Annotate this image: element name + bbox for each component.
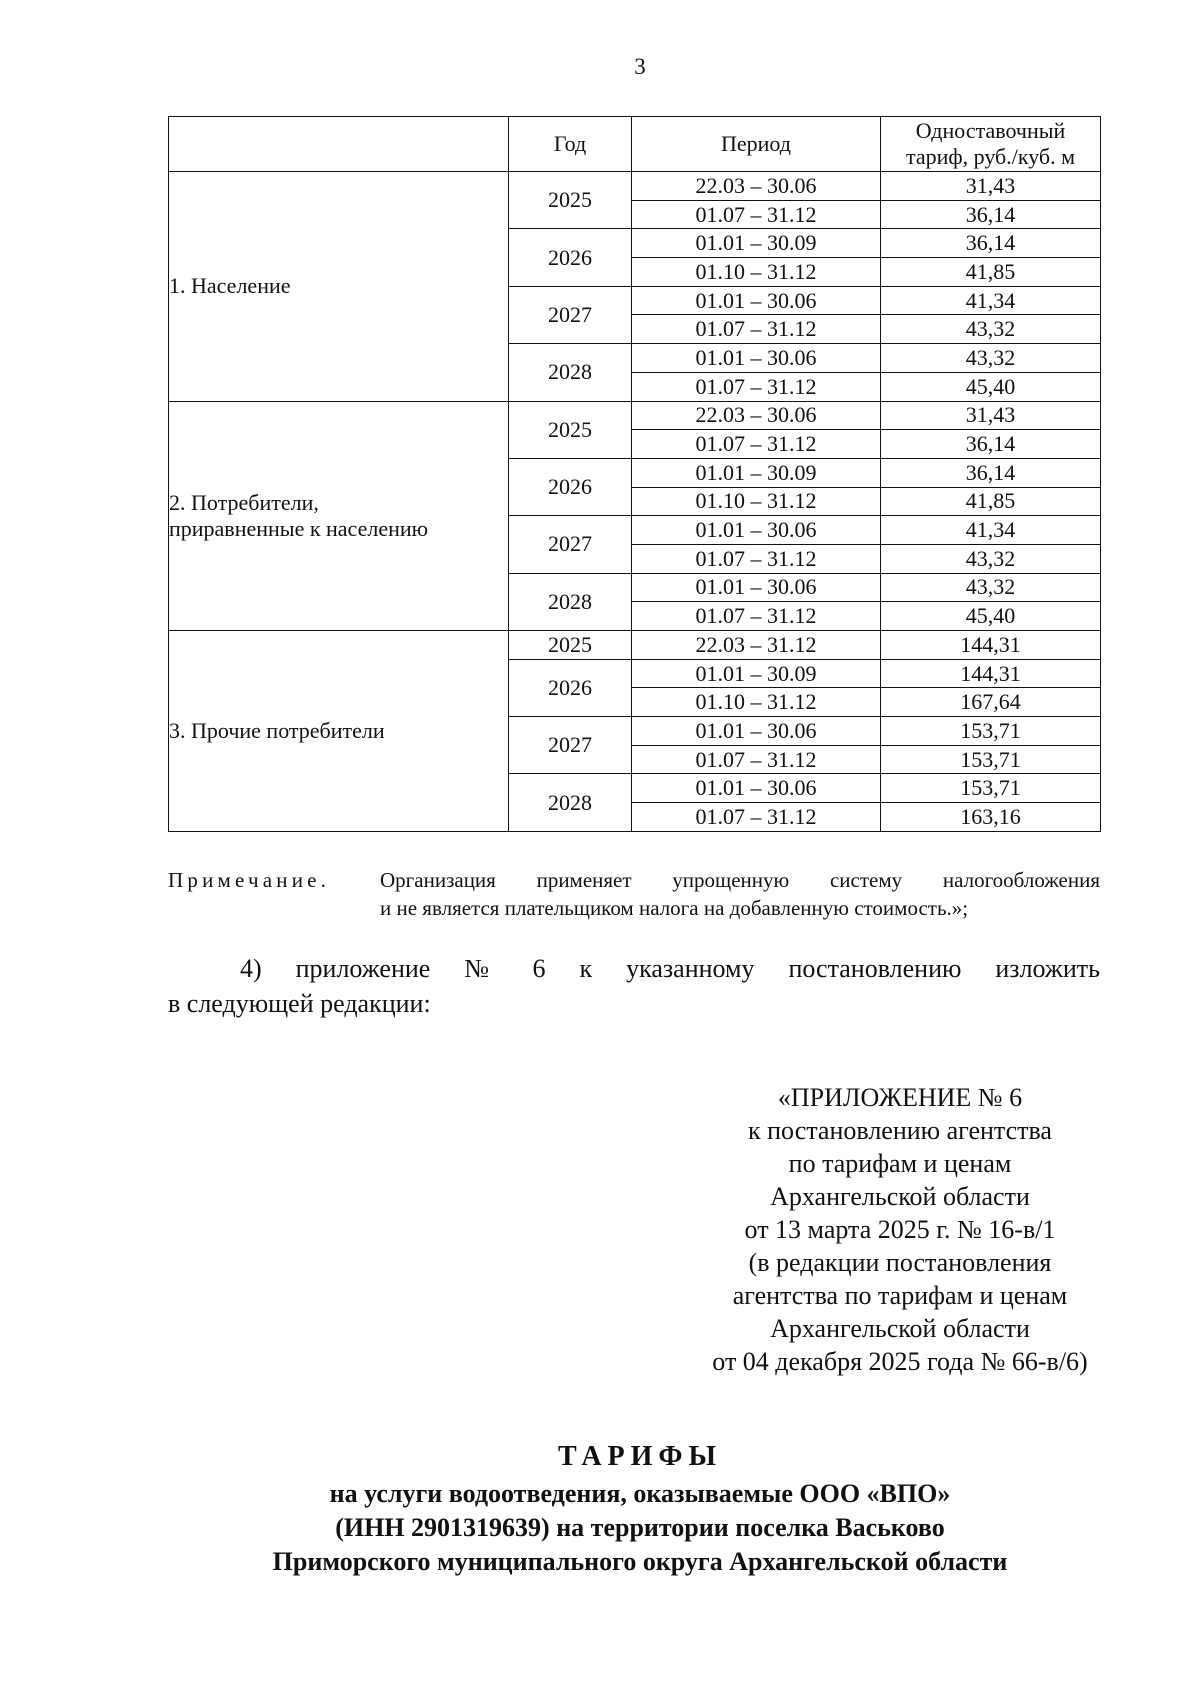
header-tariff [881, 117, 1101, 172]
group-label-line: 1. Население [169, 273, 291, 299]
tariff-cell: 167,64 [881, 688, 1101, 717]
tariff-cell: 36,14 [881, 430, 1101, 459]
table-header-row [169, 117, 1101, 172]
paragraph-4-line1: 4) приложение № 6 к указанному постановлению изложить [240, 954, 1100, 983]
period-cell: 01.01 – 30.09 [632, 659, 881, 688]
appendix-line: (в редакции постановления [748, 1248, 1052, 1277]
header-tariff-line1: Одноставочный [915, 118, 1066, 143]
period-cell: 01.01 – 30.06 [632, 717, 881, 746]
paragraph-4-line2: в следующей редакции: [168, 989, 431, 1018]
header-period: Период [632, 117, 881, 172]
appendix-line: от 04 декабря 2025 года № 66-в/6) [712, 1347, 1088, 1376]
group-label-line: 3. Прочие потребители [169, 717, 385, 743]
year-cell: 2028 [509, 774, 632, 831]
appendix-header [660, 1081, 1140, 1378]
period-cell: 01.01 – 30.06 [632, 774, 881, 803]
table-row [169, 401, 1101, 430]
tariff-cell: 31,43 [881, 401, 1101, 430]
period-cell: 01.01 – 30.06 [632, 344, 881, 373]
tariff-cell: 43,32 [881, 573, 1101, 602]
tariff-cell: 36,14 [881, 229, 1101, 258]
tariff-cell: 41,34 [881, 516, 1101, 545]
appendix-line: от 13 марта 2025 г. № 16-в/1 [744, 1215, 1056, 1244]
year-cell: 2026 [509, 659, 632, 716]
title-line: (ИНН 2901319639) на территории поселка Васьково [335, 1513, 945, 1542]
page-number: 3 [634, 54, 646, 79]
period-cell: 22.03 – 30.06 [632, 401, 881, 430]
tariff-cell: 144,31 [881, 631, 1101, 660]
table-body [169, 172, 1101, 832]
group-label-line: 2. Потребители, [169, 489, 319, 515]
table-row [169, 631, 1101, 660]
tariff-cell: 45,40 [881, 372, 1101, 401]
period-cell: 22.03 – 30.06 [632, 172, 881, 201]
tariff-cell: 43,32 [881, 315, 1101, 344]
title-line: Приморского муниципального округа Архангельской области [272, 1547, 1008, 1576]
year-cell: 2028 [509, 573, 632, 630]
tariff-cell: 163,16 [881, 803, 1101, 832]
year-cell: 2027 [509, 286, 632, 343]
year-cell: 2026 [509, 229, 632, 286]
tariff-cell: 41,85 [881, 487, 1101, 516]
year-cell: 2025 [509, 172, 632, 229]
tariff-cell: 31,43 [881, 172, 1101, 201]
tariff-cell: 36,14 [881, 200, 1101, 229]
note-label: Примечание. [168, 868, 331, 892]
group-label [169, 172, 509, 402]
year-cell: 2025 [509, 631, 632, 660]
year-cell: 2027 [509, 516, 632, 573]
period-cell: 01.10 – 31.12 [632, 688, 881, 717]
paragraph-4 [168, 951, 1100, 1021]
appendix-line: по тарифам и ценам [788, 1149, 1012, 1178]
tariff-cell: 153,71 [881, 745, 1101, 774]
header-tariff-line2: тариф, руб./куб. м [905, 144, 1076, 169]
tariff-cell: 45,40 [881, 602, 1101, 631]
tariff-cell: 43,32 [881, 544, 1101, 573]
note-line1: Организация применяет упрощенную систему налогообложения [380, 868, 1100, 892]
tariff-cell: 153,71 [881, 774, 1101, 803]
period-cell: 01.07 – 31.12 [632, 315, 881, 344]
tariff-table [168, 116, 1101, 832]
period-cell: 01.07 – 31.12 [632, 602, 881, 631]
tariff-cell: 36,14 [881, 458, 1101, 487]
appendix-line: «ПРИЛОЖЕНИЕ № 6 [777, 1083, 1023, 1112]
title-main: ТАРИФЫ [558, 1441, 722, 1472]
period-cell: 01.01 – 30.06 [632, 516, 881, 545]
group-label-line: приравненные к населению [169, 515, 429, 541]
year-cell: 2026 [509, 458, 632, 515]
period-cell: 01.07 – 31.12 [632, 803, 881, 832]
tariff-cell: 144,31 [881, 659, 1101, 688]
period-cell: 01.10 – 31.12 [632, 487, 881, 516]
appendix-line: Архангельской области [770, 1314, 1030, 1343]
period-cell: 01.07 – 31.12 [632, 200, 881, 229]
year-cell: 2025 [509, 401, 632, 458]
table-row [169, 172, 1101, 201]
tariff-cell: 41,85 [881, 258, 1101, 287]
period-cell: 01.07 – 31.12 [632, 544, 881, 573]
period-cell: 01.10 – 31.12 [632, 258, 881, 287]
header-group-empty [169, 117, 509, 172]
note-text [380, 866, 1100, 922]
period-cell: 01.01 – 30.06 [632, 573, 881, 602]
group-label [169, 631, 509, 832]
title-line: на услуги водоотведения, оказываемые ООО «ВПО» [329, 1479, 951, 1508]
appendix-line: к постановлению агентства [748, 1116, 1052, 1145]
period-cell: 01.07 – 31.12 [632, 430, 881, 459]
note-line2: и не является плательщиком налога на добавленную стоимость.»; [380, 896, 969, 920]
appendix-line: агентства по тарифам и ценам [732, 1281, 1068, 1310]
period-cell: 01.07 – 31.12 [632, 372, 881, 401]
period-cell: 22.03 – 31.12 [632, 631, 881, 660]
header-year: Год [509, 117, 632, 172]
tariff-cell: 153,71 [881, 717, 1101, 746]
appendix-line: Архангельской области [770, 1182, 1030, 1211]
year-cell: 2028 [509, 344, 632, 401]
tariff-cell: 43,32 [881, 344, 1101, 373]
period-cell: 01.01 – 30.06 [632, 286, 881, 315]
period-cell: 01.07 – 31.12 [632, 745, 881, 774]
period-cell: 01.01 – 30.09 [632, 458, 881, 487]
group-label [169, 401, 509, 631]
period-cell: 01.01 – 30.09 [632, 229, 881, 258]
tariffs-title [0, 1437, 1200, 1579]
year-cell: 2027 [509, 717, 632, 774]
tariff-cell: 41,34 [881, 286, 1101, 315]
